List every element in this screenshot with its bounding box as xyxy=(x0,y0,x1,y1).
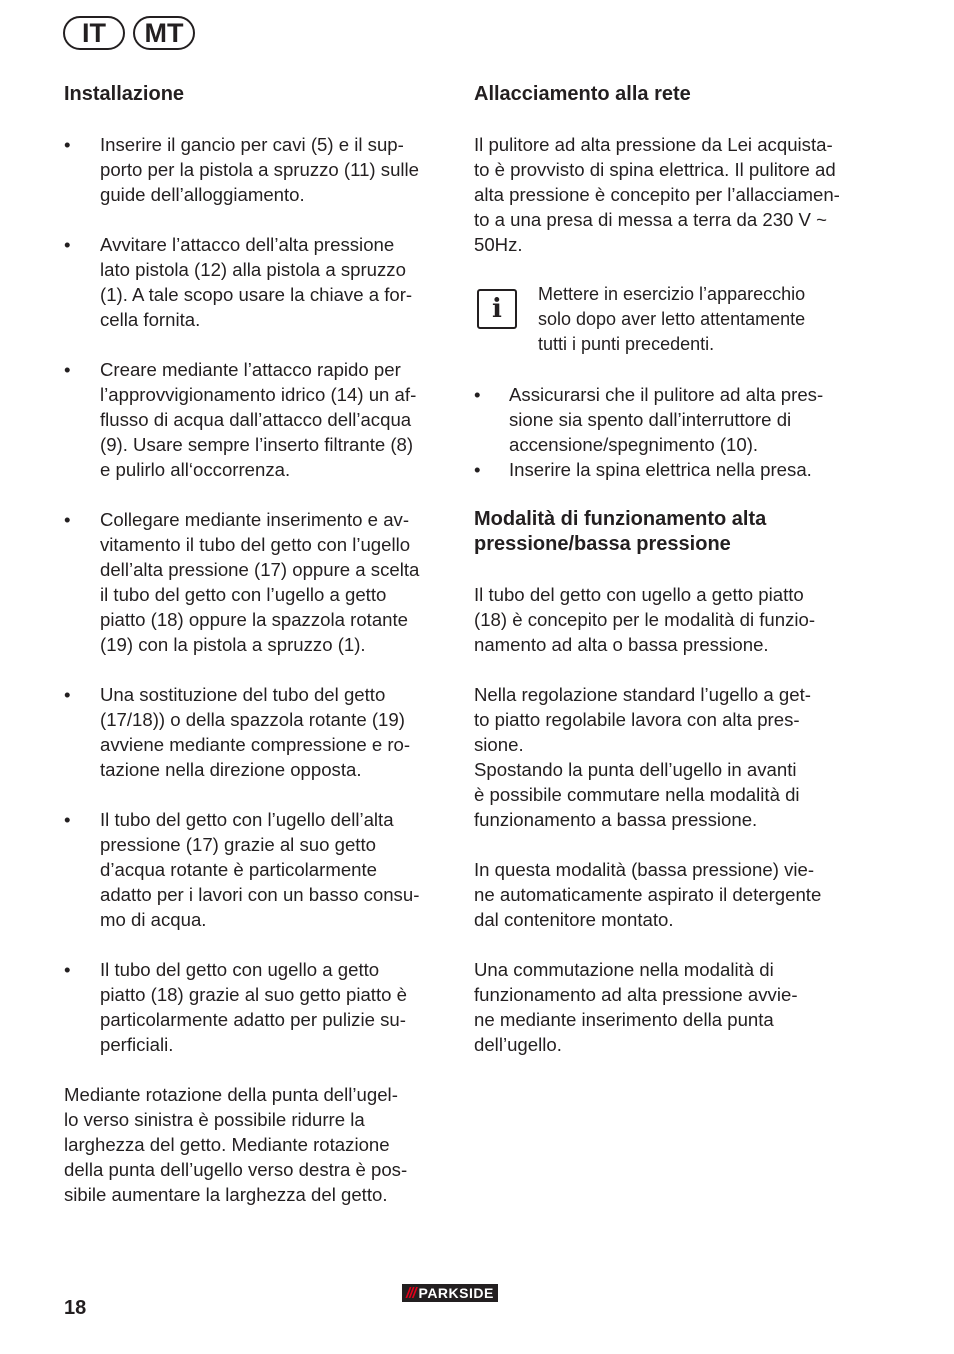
text-line: è possibile commutare nella modalità di xyxy=(474,784,800,805)
info-note-text xyxy=(538,282,805,357)
modalita-paragraph-4 xyxy=(474,957,864,1057)
text-line: flusso di acqua dall’attacco dell’acqua xyxy=(100,409,412,430)
text-line: perficiali. xyxy=(100,1034,174,1055)
text-line: lo verso sinistra è possibile ridurre la xyxy=(64,1109,365,1130)
language-badges xyxy=(63,16,195,50)
text-line: dal contenitore montato. xyxy=(474,909,674,930)
text-line: dell’ugello. xyxy=(474,1034,562,1055)
text-line: (18) è concepito per le modalità di funzio- xyxy=(474,609,816,630)
text-line: Il tubo del getto con ugello a getto xyxy=(100,959,380,980)
left-column xyxy=(64,82,449,1207)
text-line: adatto per i lavori con un basso consu- xyxy=(100,884,420,905)
list-item xyxy=(474,457,864,482)
text-line: piatto (18) oppure la spazzola rotante xyxy=(100,609,409,630)
text-line: larghezza del getto. Mediante rotazione xyxy=(64,1134,390,1155)
text-line: Spostando la punta dell’ugello in avanti xyxy=(474,759,797,780)
text-line: Il tubo del getto con ugello a getto piatto xyxy=(474,584,804,605)
modalita-heading xyxy=(474,507,864,557)
modalita-paragraph-3 xyxy=(474,857,864,932)
text-line: accensione/spegnimento (10). xyxy=(509,434,759,455)
modalita-paragraph-1 xyxy=(474,582,864,657)
text-line: Nella regolazione standard l’ugello a get- xyxy=(474,684,811,705)
text-line: piatto (18) grazie al suo getto piatto è xyxy=(100,984,407,1005)
text-line: to a una presa di messa a terra da 230 V ~ xyxy=(474,209,827,230)
text-line: ne automaticamente aspirato il detergente xyxy=(474,884,822,905)
list-item xyxy=(474,382,864,457)
list-item xyxy=(64,957,449,1057)
text-line: tutti i punti precedenti. xyxy=(538,334,715,354)
text-line: l’approvvigionamento idrico (14) un af- xyxy=(100,384,417,405)
text-line: Una commutazione nella modalità di xyxy=(474,959,774,980)
text-line: funzionamento a bassa pressione. xyxy=(474,809,758,830)
text-line: Una sostituzione del tubo del getto xyxy=(100,684,386,705)
text-line: Creare mediante l’attacco rapido per xyxy=(100,359,401,380)
list-item xyxy=(64,507,449,657)
logo-text: PARKSIDE xyxy=(418,1285,494,1301)
right-column xyxy=(474,82,864,1057)
text-line: sione sia spento dall’interruttore di xyxy=(509,409,792,430)
text-line: solo dopo aver letto attentamente xyxy=(538,309,806,329)
text-line: guide dell’alloggiamento. xyxy=(100,184,305,205)
installazione-list xyxy=(64,132,449,1082)
text-line: tazione nella direzione opposta. xyxy=(100,759,362,780)
list-item xyxy=(64,807,449,932)
allacciamento-paragraph xyxy=(474,132,864,257)
list-item xyxy=(64,682,449,782)
text-line: 50Hz. xyxy=(474,234,523,255)
text-line: dell’alta pressione (17) oppure a scelta xyxy=(100,559,420,580)
parkside-logo xyxy=(402,1284,498,1302)
text-line: Modalità di funzionamento alta xyxy=(474,508,767,530)
list-item xyxy=(64,232,449,332)
text-line: particolarmente adatto per pulizie su- xyxy=(100,1009,406,1030)
text-line: pressione (17) grazie al suo getto xyxy=(100,834,376,855)
text-line: vitamento il tubo del getto con l’ugello xyxy=(100,534,411,555)
list-item xyxy=(64,357,449,482)
text-line: (1). A tale scopo usare la chiave a for- xyxy=(100,284,413,305)
text-line: alta pressione è concepito per l’allacciamen- xyxy=(474,184,840,205)
allacciamento-list xyxy=(474,382,864,482)
text-line: to piatto regolabile lavora con alta pres- xyxy=(474,709,800,730)
text-line: to è provvisto di spina elettrica. Il pulitore ad xyxy=(474,159,836,180)
text-line: Inserire il gancio per cavi (5) e il sup- xyxy=(100,134,404,155)
lang-badge-it: IT xyxy=(63,16,125,50)
text-line: In questa modalità (bassa pressione) vie- xyxy=(474,859,815,880)
text-line: e pulirlo all‘occorrenza. xyxy=(100,459,291,480)
text-line: Inserire la spina elettrica nella presa. xyxy=(509,459,812,480)
text-line: Assicurarsi che il pulitore ad alta pres- xyxy=(509,384,824,405)
list-item xyxy=(64,132,449,207)
text-line: Mettere in esercizio l’apparecchio xyxy=(538,284,806,304)
lang-badge-mt: MT xyxy=(133,16,195,50)
logo-stripes: /// xyxy=(406,1284,416,1302)
text-line: sione. xyxy=(474,734,524,755)
text-line: il tubo del getto con l’ugello a getto xyxy=(100,584,387,605)
text-line: (17/18)) o della spazzola rotante (19) xyxy=(100,709,405,730)
text-line: (19) con la pistola a spruzzo (1). xyxy=(100,634,366,655)
modalita-paragraph-2 xyxy=(474,682,864,832)
allacciamento-heading: Allacciamento alla rete xyxy=(474,83,691,105)
text-line: mo di acqua. xyxy=(100,909,207,930)
text-line: lato pistola (12) alla pistola a spruzzo xyxy=(100,259,406,280)
text-line: ne mediante inserimento della punta xyxy=(474,1009,774,1030)
text-line: sibile aumentare la larghezza del getto. xyxy=(64,1184,388,1205)
text-line: Avvitare l’attacco dell’alta pressione xyxy=(100,234,395,255)
text-line: funzionamento ad alta pressione avvie- xyxy=(474,984,798,1005)
text-line: namento ad alta o bassa pressione. xyxy=(474,634,769,655)
info-note xyxy=(474,282,864,357)
text-line: pressione/bassa pressione xyxy=(474,533,731,555)
text-line: Il tubo del getto con l’ugello dell’alta xyxy=(100,809,394,830)
text-line: Mediante rotazione della punta dell’ugel- xyxy=(64,1084,398,1105)
text-line: d’acqua rotante è particolarmente xyxy=(100,859,378,880)
text-line: Il pulitore ad alta pressione da Lei acquista- xyxy=(474,134,833,155)
text-line: della punta dell’ugello verso destra è pos- xyxy=(64,1159,408,1180)
rotazione-paragraph xyxy=(64,1082,449,1207)
text-line: (9). Usare sempre l’inserto filtrante (8) xyxy=(100,434,414,455)
text-line: avviene mediante compressione e ro- xyxy=(100,734,411,755)
text-line: porto per la pistola a spruzzo (11) sulle xyxy=(100,159,420,180)
text-line: cella fornita. xyxy=(100,309,201,330)
installazione-heading: Installazione xyxy=(64,83,185,105)
page-number: 18 xyxy=(64,1297,87,1319)
info-icon: i xyxy=(477,289,517,329)
text-line: Collegare mediante inserimento e av- xyxy=(100,509,410,530)
